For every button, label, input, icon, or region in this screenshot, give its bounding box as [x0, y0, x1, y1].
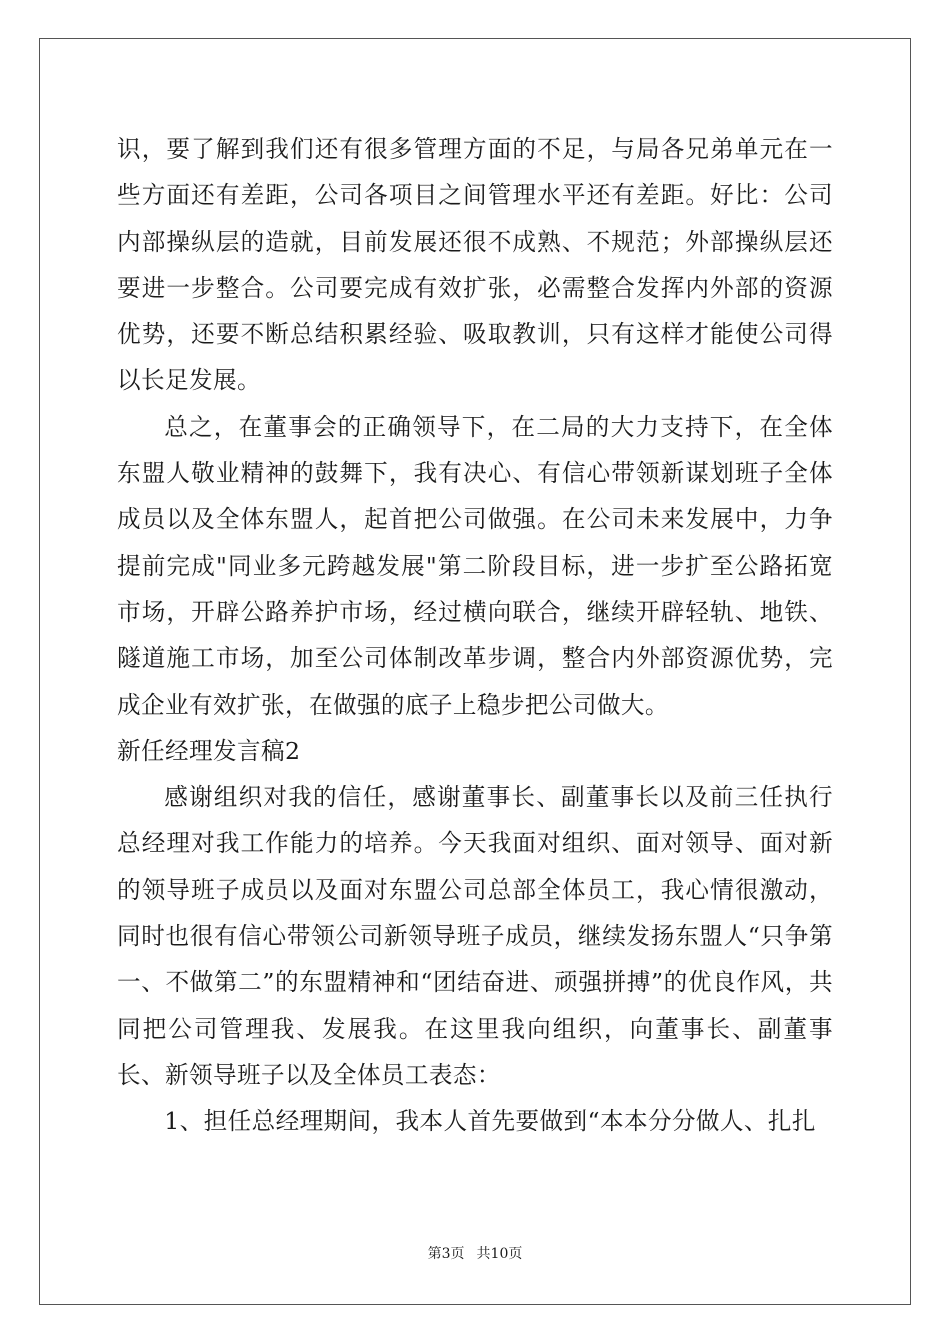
page-total: 共10页: [476, 1246, 523, 1262]
paragraph-thanks: 感谢组织对我的信任，感谢董事长、副董事长以及前三任执行总经理对我工作能力的培养。今天我面对组织、面对领导、面对新的领导班子成员以及面对东盟公司总部全体员工，我心情很激动，同时也很有信心带领公司新领导班子成员，继续发扬东盟人“只争第一、不做第二”的东盟精神和“团结奋进、顽强拼搏”的优良作风，共同把公司管理我、发展我。在这里我向组织，向董事长、副董事长、新领导班子以及全体员工表态：: [117, 783, 833, 1089]
document-body: [117, 126, 833, 1145]
paragraph-continuation: 识，要了解到我们还有很多管理方面的不足，与局各兄弟单元在一些方面还有差距，公司各项目之间管理水平还有差距。好比：公司内部操纵层的造就，目前发展还很不成熟、不规范；外部操纵层还要进一步整合。公司要完成有效扩张，必需整合发挥内外部的资源优势，还要不断总结积累经验、吸取教训，只有这样才能使公司得以长足发展。: [117, 135, 833, 395]
paragraph-summary: 总之，在董事会的正确领导下，在二局的大力支持下，在全体东盟人敬业精神的鼓舞下，我有决心、有信心带领新谋划班子全体成员以及全体东盟人，起首把公司做强。在公司未来发展中，力争提前完成"同业多元跨越发展"第二阶段目标，进一步扩至公路拓宽市场，开辟公路养护市场，经过横向联合，继续开辟轻轨、地铁、隧道施工市场，加至公司体制改革步调，整合内外部资源优势，完成企业有效扩张，在做强的底子上稳步把公司做大。: [117, 412, 833, 719]
section-heading: 新任经理发言稿2: [117, 736, 301, 765]
page-footer: [0, 1245, 950, 1263]
paragraph-item-1: 1、担任总经理期间，我本人首先要做到“本本分分做人、扎扎: [164, 1107, 816, 1136]
page-number: 第3页: [427, 1246, 465, 1262]
